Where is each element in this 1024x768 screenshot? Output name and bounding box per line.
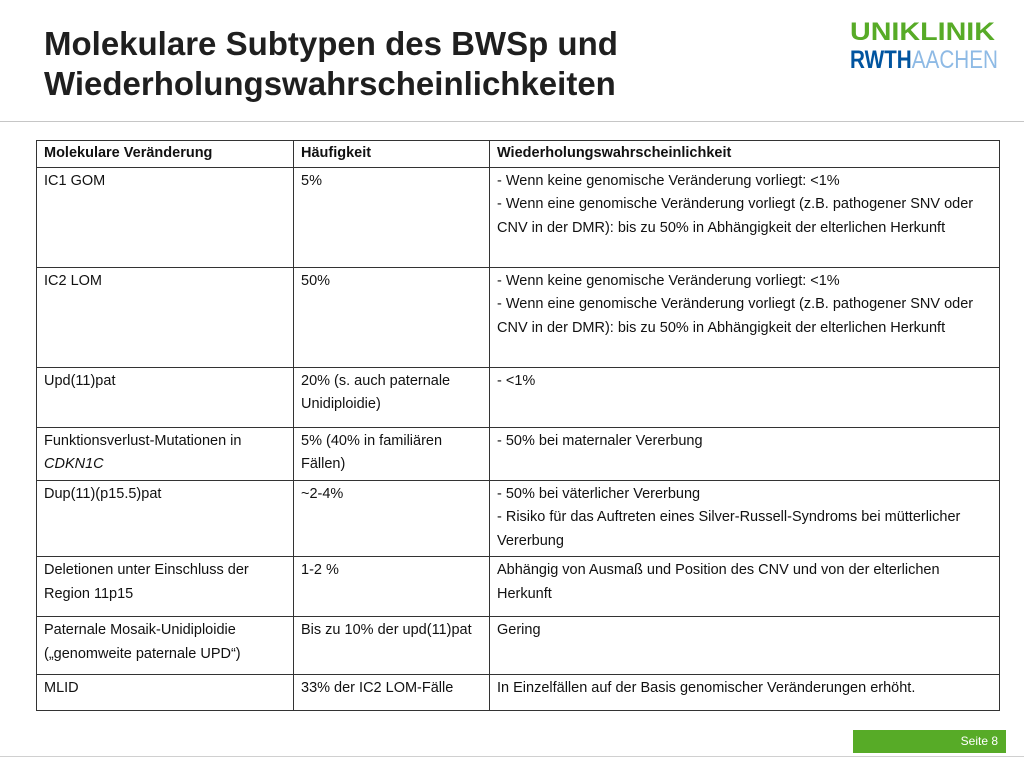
recurrence-line: - Wenn eine genomische Veränderung vorliegt (z.B. pathogener SNV oder CNV in der DMR): bis zu 50% in Abhängigkeit der elterlichen Herkunft (497, 296, 974, 336)
cell-change (37, 427, 294, 480)
column-header-change: Molekulare Veränderung (37, 141, 294, 168)
recurrence-line: - Wenn eine genomische Veränderung vorliegt (z.B. pathogener SNV oder CNV in der DMR): bis zu 50% in Abhängigkeit der elterlichen Herkunft (497, 196, 974, 236)
recurrence-line: Gering (497, 622, 541, 638)
recurrence-line: Abhängig von Ausmaß und Position des CNV und von der elterlichen Herkunft (497, 562, 940, 602)
cell-change: Paternale Mosaik-Unidiploidie („genomweite paternale UPD“) (37, 617, 294, 675)
uniklinik-rwth-aachen-logo (850, 16, 1016, 74)
logo-line-2 (850, 46, 1016, 74)
column-header-frequency: Häufigkeit (294, 141, 490, 168)
logo-aachen: AACHEN (911, 46, 1016, 74)
table-row (37, 267, 1000, 367)
cell-recurrence (490, 617, 1000, 675)
page-title (44, 24, 764, 104)
table-header-row (37, 141, 1000, 168)
cell-recurrence (490, 267, 1000, 367)
cell-change: Dup(11)(p15.5)pat (37, 480, 294, 557)
table-row (37, 617, 1000, 675)
recurrence-line: - Wenn keine genomische Veränderung vorliegt: <1% (497, 172, 840, 189)
page-number-badge: Seite 8 (853, 730, 1006, 753)
subtypes-table (36, 140, 1000, 711)
recurrence-line: In Einzelfällen auf der Basis genomischer Veränderungen erhöht. (497, 680, 916, 696)
footer-divider (0, 756, 1024, 757)
title-divider (0, 121, 1024, 122)
recurrence-line: - Risiko für das Auftreten eines Silver-Russell-Syndroms bei mütterlicher Vererbung (497, 509, 961, 549)
recurrence-line: - 50% bei maternaler Vererbung (497, 432, 703, 449)
cell-frequency: 50% (294, 267, 490, 367)
table-row (37, 427, 1000, 480)
cell-recurrence (490, 480, 1000, 557)
cell-frequency: 33% der IC2 LOM-Fälle (294, 675, 490, 711)
table-row (37, 480, 1000, 557)
logo-rwth: RWTH (850, 46, 925, 74)
cell-change: MLID (37, 675, 294, 711)
table-row (37, 557, 1000, 617)
cell-change: IC2 LOM (37, 267, 294, 367)
cell-change: Upd(11)pat (37, 367, 294, 427)
change-text: Funktionsverlust-Mutationen in (44, 432, 242, 449)
cell-recurrence (490, 167, 1000, 267)
cell-frequency: Bis zu 10% der upd(11)pat (294, 617, 490, 675)
cell-change: Deletionen unter Einschluss der Region 11p15 (37, 557, 294, 617)
cell-frequency: 5% (40% in familiären Fällen) (294, 427, 490, 480)
cell-frequency: 1-2 % (294, 557, 490, 617)
gene-name: CDKN1C (44, 456, 104, 472)
cell-recurrence (490, 367, 1000, 427)
column-header-recurrence: Wiederholungswahrscheinlichkeit (490, 141, 1000, 168)
cell-recurrence (490, 427, 1000, 480)
cell-recurrence (490, 557, 1000, 617)
recurrence-line: - <1% (497, 372, 536, 389)
cell-change: IC1 GOM (37, 167, 294, 267)
cell-frequency: 20% (s. auch paternale Unidiploidie) (294, 367, 490, 427)
table-row (37, 367, 1000, 427)
logo-line-1: UNIKLINIK (850, 18, 995, 46)
cell-frequency: ~2-4% (294, 480, 490, 557)
page-title-line-2: Wiederholungswahrscheinlichkeiten (44, 65, 616, 102)
recurrence-line: - 50% bei väterlicher Vererbung (497, 485, 701, 502)
cell-recurrence (490, 675, 1000, 711)
table-row (37, 675, 1000, 711)
table-row (37, 167, 1000, 267)
recurrence-line: - Wenn keine genomische Veränderung vorliegt: <1% (497, 272, 840, 289)
page-title-line-1: Molekulare Subtypen des BWSp und (44, 25, 618, 62)
cell-frequency: 5% (294, 167, 490, 267)
